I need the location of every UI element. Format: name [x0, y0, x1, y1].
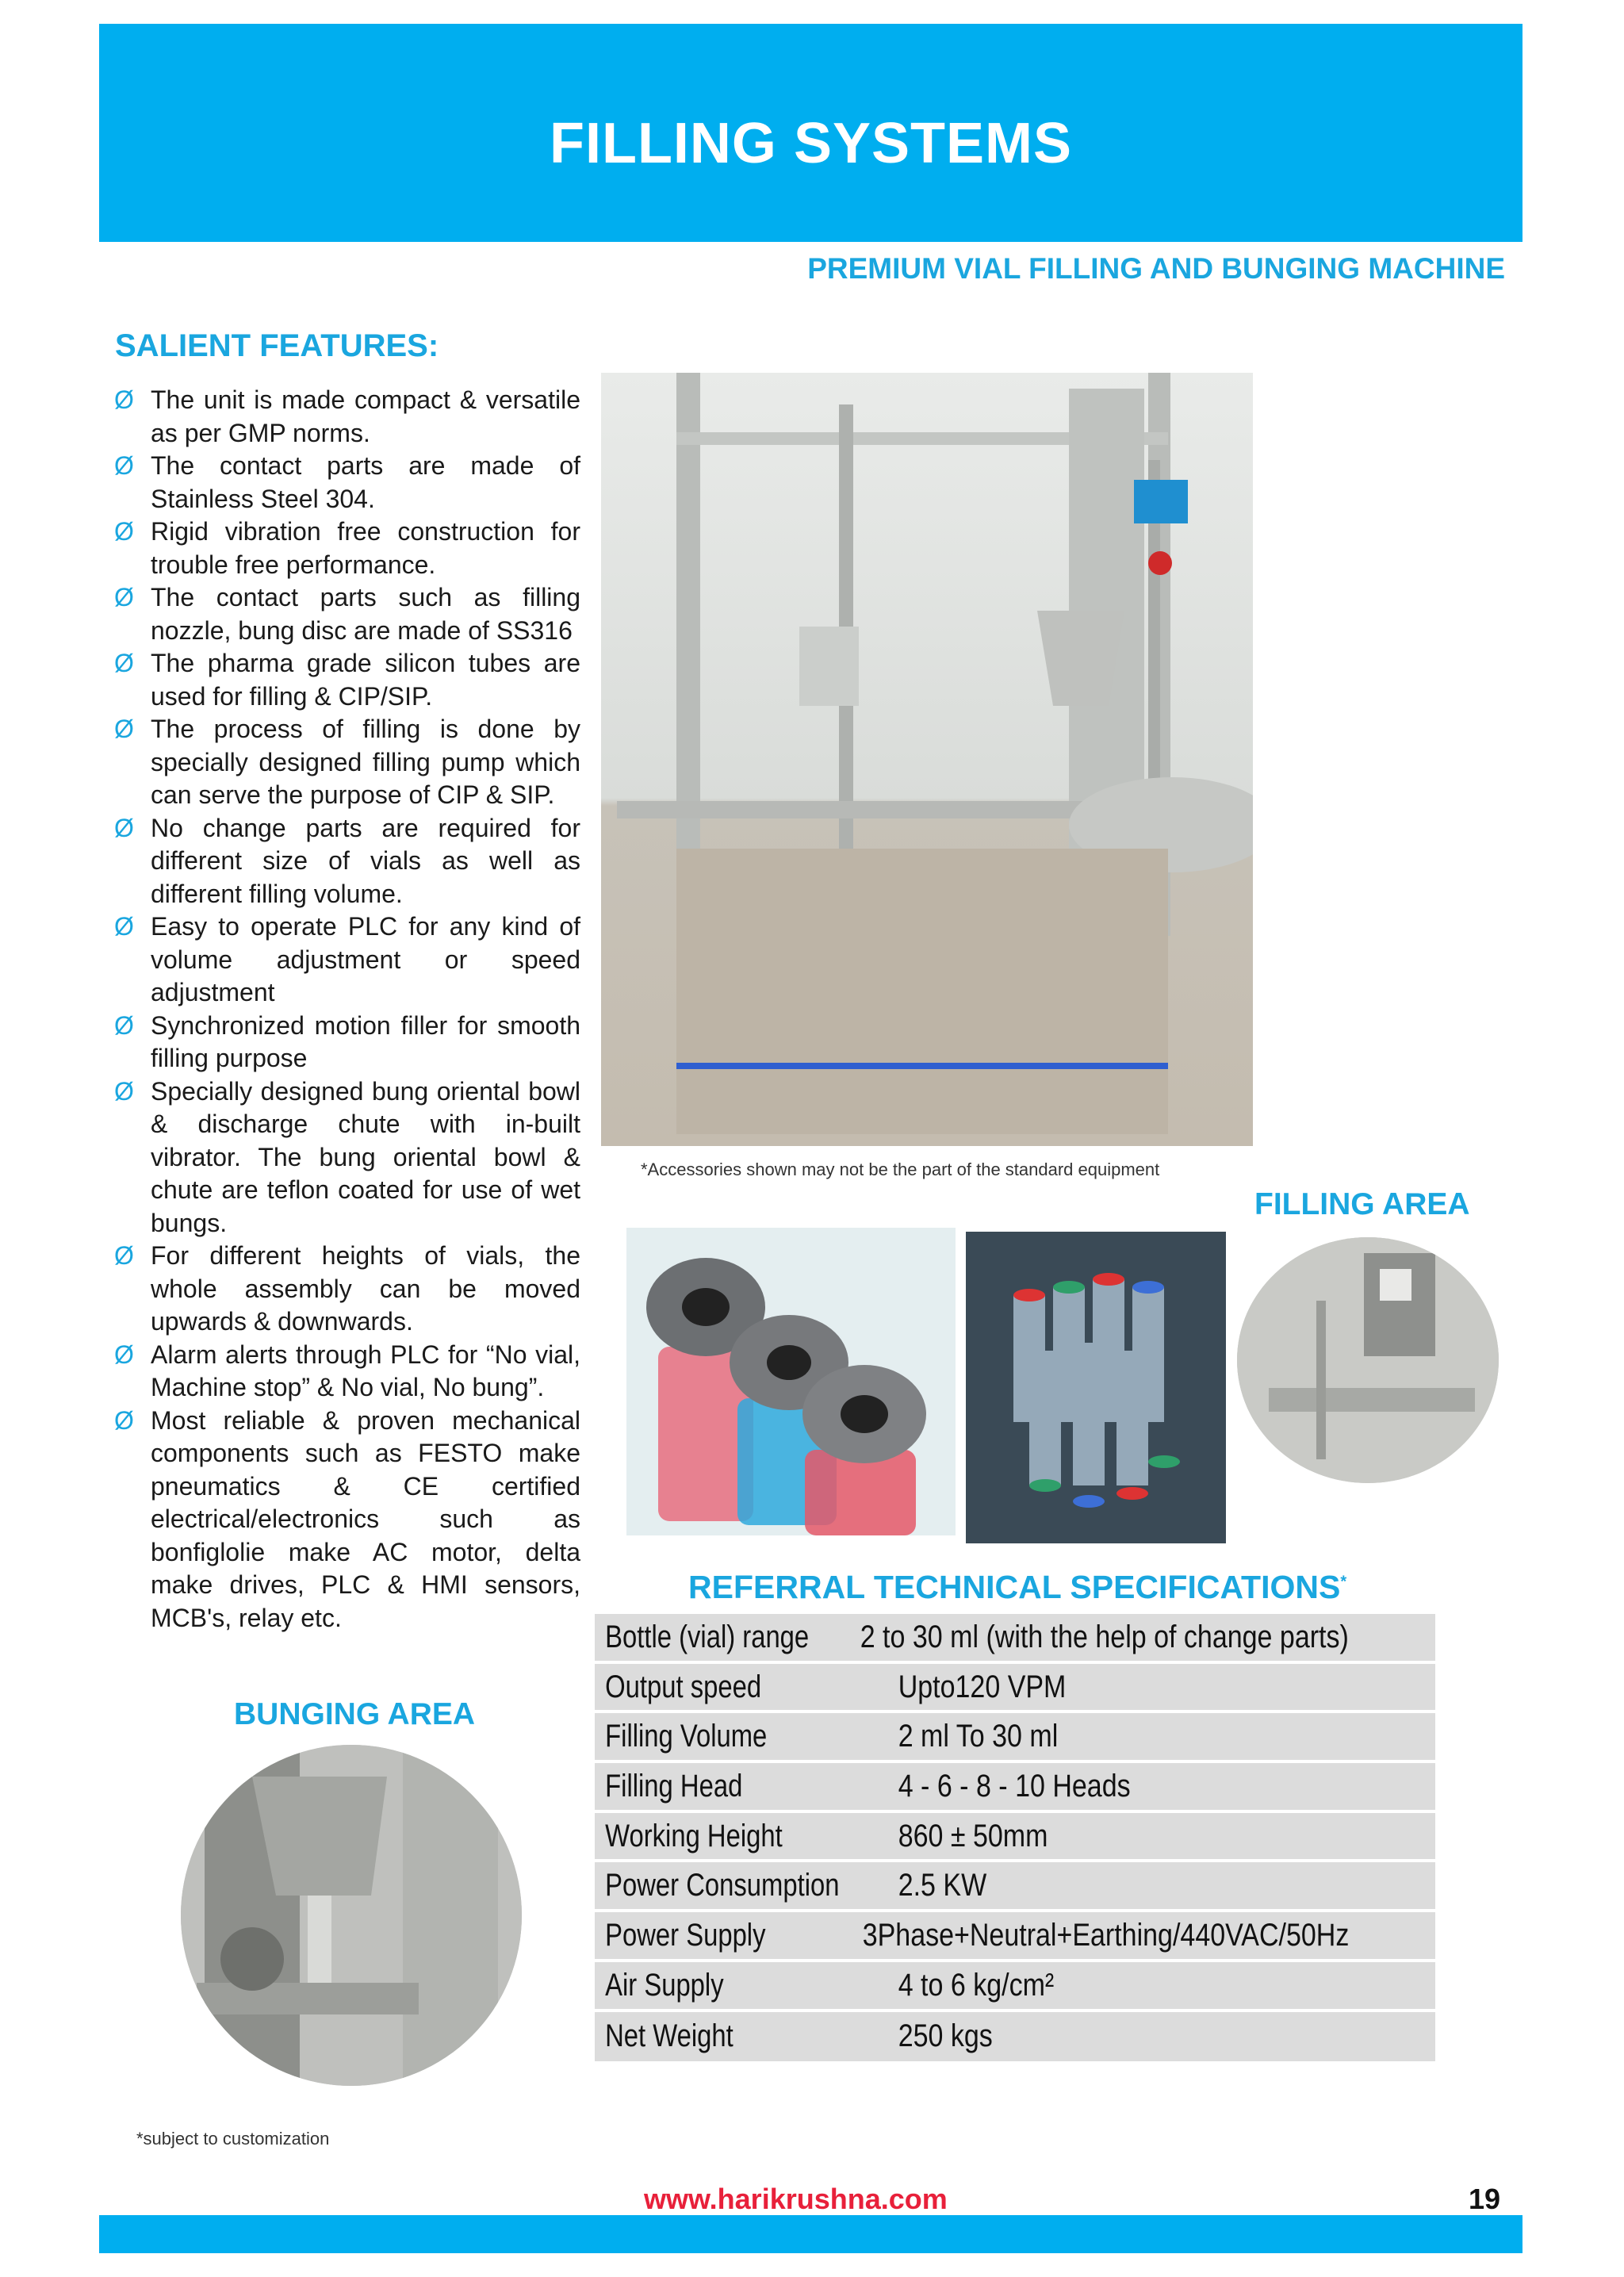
table-row	[595, 1664, 1435, 1714]
spec-value: 3Phase+Neutral+Earthing/440VAC/50Hz	[862, 1917, 1350, 1953]
specs-footnote-mark: *	[1340, 1573, 1347, 1591]
spec-label: Working Height	[605, 1818, 783, 1853]
bullet-icon: Ø	[114, 517, 134, 546]
table-row	[595, 1912, 1435, 1962]
bullet-icon: Ø	[114, 1340, 134, 1369]
spec-value: 250 kgs	[898, 2018, 993, 2054]
machine-title: PREMIUM VIAL FILLING AND BUNGING MACHINE	[807, 252, 1505, 285]
bullet-icon: Ø	[114, 1076, 134, 1106]
spec-label: Filling Head	[605, 1768, 743, 1804]
spec-value: 4 to 6 kg/cm²	[898, 1967, 1055, 2003]
machine-photo	[601, 373, 1253, 1146]
list-item: Ø Specially designed bung oriental bowl & discharge chute with in-built vibrator. The bung oriental bowl & chute are teflon coated for use of wet bungs.	[114, 1076, 580, 1237]
filling-area-photo	[1237, 1237, 1499, 1483]
list-item: Ø The pharma grade silicon tubes are used for filling & CIP/SIP.	[114, 649, 580, 711]
spec-label: Output speed	[605, 1669, 762, 1704]
spec-label: Power Consumption	[605, 1868, 840, 1903]
features-list	[111, 384, 580, 1635]
spec-label: Air Supply	[605, 1967, 724, 2003]
list-item: Ø Alarm alerts through PLC for “No vial, Machine stop” & No vial, No bung”.	[114, 1340, 580, 1401]
table-row	[595, 1962, 1435, 2012]
spec-value: Upto120 VPM	[898, 1669, 1067, 1704]
bunging-area-illustration	[181, 1745, 522, 2086]
bullet-icon: Ø	[114, 813, 134, 842]
vials-photo	[626, 1228, 956, 1535]
spec-label: Power Supply	[605, 1917, 766, 1953]
website-link[interactable]: www.harikrushna.com	[644, 2183, 948, 2215]
customization-note: *subject to customization	[136, 2129, 330, 2149]
spec-value: 860 ± 50mm	[898, 1818, 1048, 1853]
filling-area-illustration	[1237, 1237, 1499, 1483]
machine-illustration	[601, 373, 1253, 1146]
vials-tray-illustration	[966, 1232, 1226, 1543]
spec-value: 4 - 6 - 8 - 10 Heads	[898, 1768, 1131, 1804]
spec-label: Net Weight	[605, 2018, 733, 2054]
spec-value: 2 ml To 30 ml	[898, 1719, 1059, 1754]
list-item: Ø Rigid vibration free construction for trouble free performance.	[114, 517, 580, 579]
vials-tray-photo	[966, 1232, 1226, 1543]
bullet-icon: Ø	[114, 385, 134, 414]
bunging-area-label: BUNGING AREA	[234, 1697, 476, 1731]
table-row	[595, 1713, 1435, 1763]
accessories-note: *Accessories shown may not be the part of the standard equipment	[641, 1160, 1160, 1179]
table-row	[595, 1862, 1435, 1912]
bunging-area-photo	[181, 1745, 522, 2086]
list-item: Ø No change parts are required for different size of vials as well as different filling volume.	[114, 813, 580, 908]
table-row	[595, 1763, 1435, 1813]
bullet-icon: Ø	[114, 583, 134, 611]
page-title: FILLING SYSTEMS	[549, 112, 1073, 175]
spec-label: Filling Volume	[605, 1719, 768, 1754]
list-item: Ø Easy to operate PLC for any kind of volume adjustment or speed adjustment	[114, 912, 580, 1006]
list-item: Ø Most reliable & proven mechanical components such as FESTO make pneumatics & CE certified electrical/electronics such as bonfiglolie make AC motor, delta make drives, PLC & HMI sensors, MCB's, relay etc.	[114, 1405, 580, 1632]
spec-value: 2 to 30 ml (with the help of change parts)	[860, 1619, 1349, 1654]
list-item: Ø The process of filling is done by specially designed filling pump which can serve the purpose of CIP & SIP.	[114, 715, 580, 809]
footer-bar	[99, 2215, 1522, 2253]
specs-table	[595, 1614, 1435, 2061]
bullet-icon: Ø	[114, 912, 134, 941]
page-number: 19	[1469, 2183, 1501, 2215]
bullet-icon: Ø	[114, 1405, 134, 1435]
bullet-icon: Ø	[114, 1241, 134, 1270]
bullet-icon: Ø	[114, 649, 134, 677]
table-row	[595, 2012, 1435, 2062]
specs-heading: REFERRAL TECHNICAL SPECIFICATIONS*	[688, 1569, 1347, 1605]
bullet-icon: Ø	[114, 1010, 134, 1040]
bullet-icon: Ø	[114, 715, 134, 743]
list-item: Ø For different heights of vials, the whole assembly can be moved upwards & downwards.	[114, 1241, 580, 1336]
table-row	[595, 1813, 1435, 1863]
list-item: Ø Synchronized motion filler for smooth filling purpose	[114, 1010, 580, 1072]
vials-illustration	[626, 1228, 956, 1535]
bullet-icon: Ø	[114, 451, 134, 480]
list-item: Ø The unit is made compact & versatile as per GMP norms.	[114, 385, 580, 447]
spec-value: 2.5 KW	[898, 1868, 987, 1903]
features-heading: SALIENT FEATURES:	[115, 328, 439, 363]
filling-area-label: FILLING AREA	[1254, 1187, 1470, 1221]
table-row	[595, 1614, 1435, 1664]
list-item: Ø The contact parts such as filling nozzle, bung disc are made of SS316	[114, 583, 580, 645]
list-item: Ø The contact parts are made of Stainless Steel 304.	[114, 451, 580, 513]
spec-label: Bottle (vial) range	[605, 1619, 810, 1654]
